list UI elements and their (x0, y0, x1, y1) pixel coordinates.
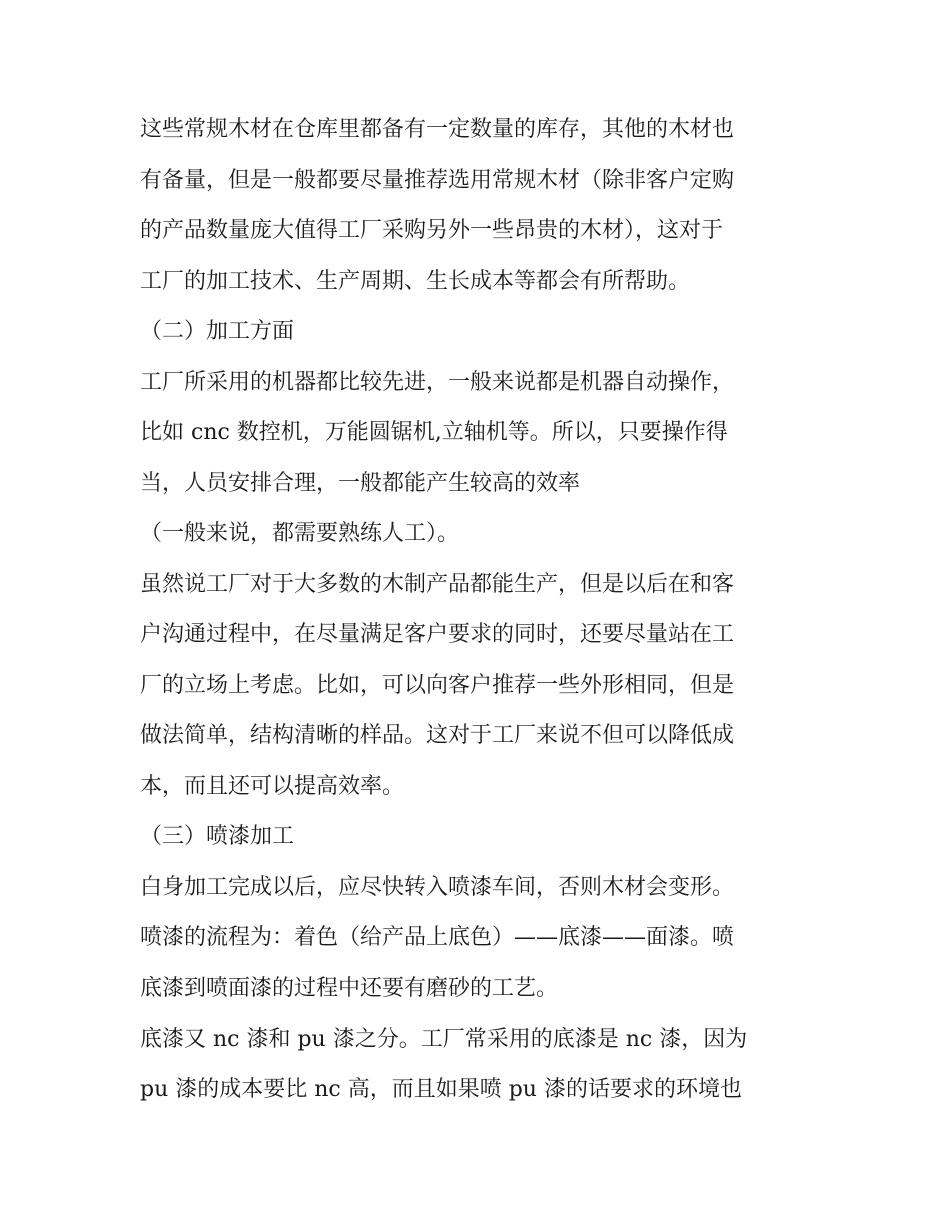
text-line: 白身加工完成以后，应尽快转入喷漆车间，否则木材会变形。 (140, 875, 735, 900)
section-heading: （三）喷漆加工 (140, 824, 295, 849)
text-line: 虽然说工厂对于大多数的木制产品都能生产，但是以后在和客 (140, 572, 735, 597)
text-line: pu 漆的成本要比 nc 高，而且如果喷 pu 漆的话要求的环境也 (140, 1077, 742, 1102)
text-line: 的产品数量庞大值得工厂采购另外一些昂贵的木材），这对于 (140, 218, 724, 243)
text-line: 工厂所采用的机器都比较先进，一般来说都是机器自动操作， (140, 370, 735, 395)
text-line: 本，而且还可以提高效率。 (140, 774, 405, 799)
text-line: 喷漆的流程为：着色（给产品上底色）——底漆——面漆。喷 (140, 925, 735, 950)
text-line: 比如 cnc 数控机，万能圆锯机,立轴机等。所以，只要操作得 (140, 420, 728, 445)
text-line: 有备量，但是一般都要尽量推荐选用常规木材（除非客户定购 (140, 168, 735, 193)
text-line: 户沟通过程中，在尽量满足客户要求的同时，还要尽量站在工 (140, 622, 735, 647)
text-line: 底漆到喷面漆的过程中还要有磨砂的工艺。 (140, 976, 559, 1001)
text-line: 底漆又 nc 漆和 pu 漆之分。工厂常采用的底漆是 nc 漆，因为 (140, 1027, 748, 1052)
text-line: 当，人员安排合理，一般都能产生较高的效率 (140, 471, 581, 496)
text-line: （一般来说，都需要熟练人工）。 (140, 521, 460, 546)
section-heading: （二）加工方面 (140, 319, 295, 344)
text-line: 工厂的加工技术、生产周期、生长成本等都会有所帮助。 (140, 269, 691, 294)
text-line: 这些常规木材在仓库里都备有一定数量的库存，其他的木材也 (140, 117, 735, 142)
text-line: 厂的立场上考虑。比如，可以向客户推荐一些外形相同，但是 (140, 673, 735, 698)
text-line: 做法简单，结构清晰的样品。这对于工厂来说不但可以降低成 (140, 723, 735, 748)
